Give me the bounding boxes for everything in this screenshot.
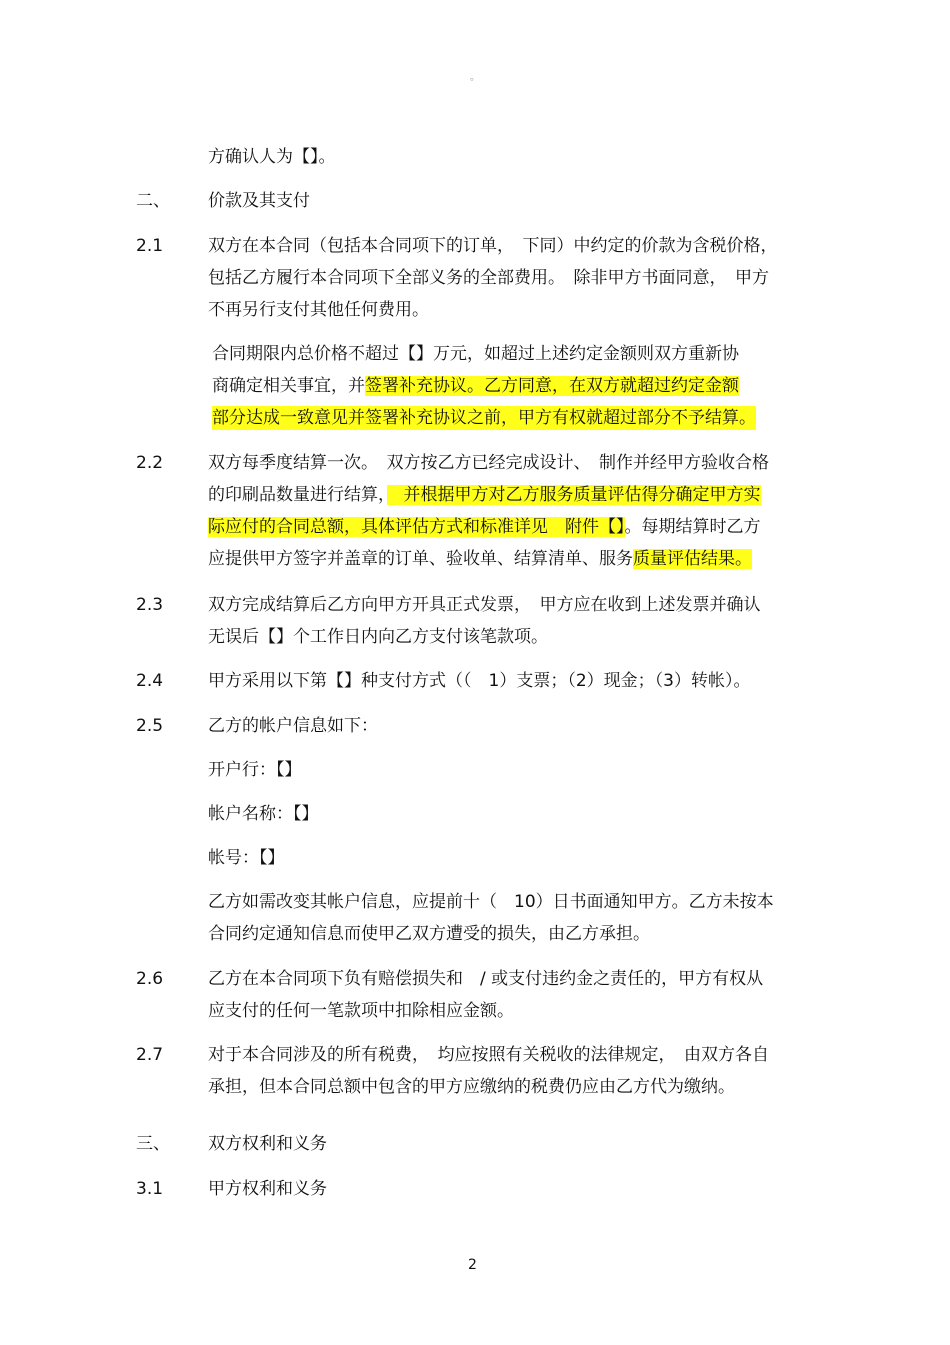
clause-number: 2.5 <box>136 716 164 736</box>
header-mark: 。 <box>470 72 480 83</box>
text-line: 开户行：【】 <box>208 760 302 780</box>
text-line: 应支付的任何一笔款项中扣除相应金额。 <box>208 1001 514 1021</box>
text-segment: 应提供甲方签字并盖章的订单、验收单、结算清单、服务 <box>208 549 633 569</box>
text-segment: 。每期结算时乙方 <box>624 517 761 537</box>
clause-number: 2.1 <box>136 236 164 256</box>
text-line: 甲方权利和义务 <box>208 1179 327 1199</box>
text-segment: 的印刷品数量进行结算， <box>208 485 387 505</box>
text-line <box>208 547 752 571</box>
text-segment: 商确定相关事宜，并 <box>212 376 365 396</box>
highlighted-text: 并根据甲方对乙方服务质量评估得分确定甲方实 <box>386 485 761 505</box>
text-line: 双方完成结算后乙方向甲方开具正式发票， 甲方应在收到上述发票并确认 <box>208 595 761 615</box>
text-line: 双方在本合同（包括本合同项下的订单， 下同）中约定的价款为含税价格， <box>208 236 778 256</box>
text-line: 甲方采用以下第【】种支付方式（（ 1）支票；（2）现金；（3）转帐）。 <box>208 671 751 691</box>
text-line <box>212 374 739 398</box>
clause-number: 2.3 <box>136 595 164 615</box>
text-line: 无误后【】个工作日内向乙方支付该笔款项。 <box>208 627 548 647</box>
highlighted-text: 际应付的合同总额，具体评估方式和标准详见 附件【】 <box>208 517 625 537</box>
text-line: 乙方在本合同项下负有赔偿损失和 / 或支付违约金之责任的，甲方有权从 <box>208 969 764 989</box>
text-line: 乙方的帐户信息如下： <box>208 716 378 736</box>
text-line: 帐户名称：【】 <box>208 804 319 824</box>
text-line: 不再另行支付其他任何费用。 <box>208 300 429 320</box>
text-line: 乙方如需改变其帐户信息，应提前十（ 10）日书面通知甲方。乙方未按本 <box>208 892 774 912</box>
text-line: 合同期限内总价格不超过【】万元，如超过上述约定金额则双方重新协 <box>212 344 739 364</box>
page-number: 2 <box>468 1257 477 1273</box>
section-title: 双方权利和义务 <box>208 1134 327 1154</box>
text-line <box>208 483 761 507</box>
highlighted-text: 签署补充协议。乙方同意，在双方就超过约定金额 <box>365 376 739 396</box>
text-line: 帐号：【】 <box>208 848 285 868</box>
section-number: 三、 <box>136 1134 170 1154</box>
section-number: 二、 <box>136 191 170 211</box>
text-line: 承担，但本合同总额中包含的甲方应缴纳的税费仍应由乙方代为缴纳。 <box>208 1077 735 1097</box>
text-line: 包括乙方履行本合同项下全部义务的全部费用。 除非甲方书面同意， 甲方 <box>208 268 769 288</box>
clause-number: 2.4 <box>136 671 164 691</box>
section-title: 价款及其支付 <box>208 191 310 211</box>
clause-number: 2.6 <box>136 969 164 989</box>
text-line: 合同约定通知信息而使甲乙双方遭受的损失，由乙方承担。 <box>208 924 650 944</box>
text-line: 双方每季度结算一次。 双方按乙方已经完成设计、 制作并经甲方验收合格 <box>208 453 769 473</box>
clause-number: 2.7 <box>136 1045 164 1065</box>
highlighted-text: 质量评估结果。 <box>633 549 752 569</box>
highlighted-text: 部分达成一致意见并签署补充协议之前，甲方有权就超过部分不予结算。 <box>212 408 756 428</box>
text-line <box>208 515 761 539</box>
text-line: 对于本合同涉及的所有税费， 均应按照有关税收的法律规定， 由双方各自 <box>208 1045 769 1065</box>
clause-number: 2.2 <box>136 453 164 473</box>
text-line: 方确认人为【】。 <box>208 147 336 167</box>
clause-number: 3.1 <box>136 1179 164 1199</box>
